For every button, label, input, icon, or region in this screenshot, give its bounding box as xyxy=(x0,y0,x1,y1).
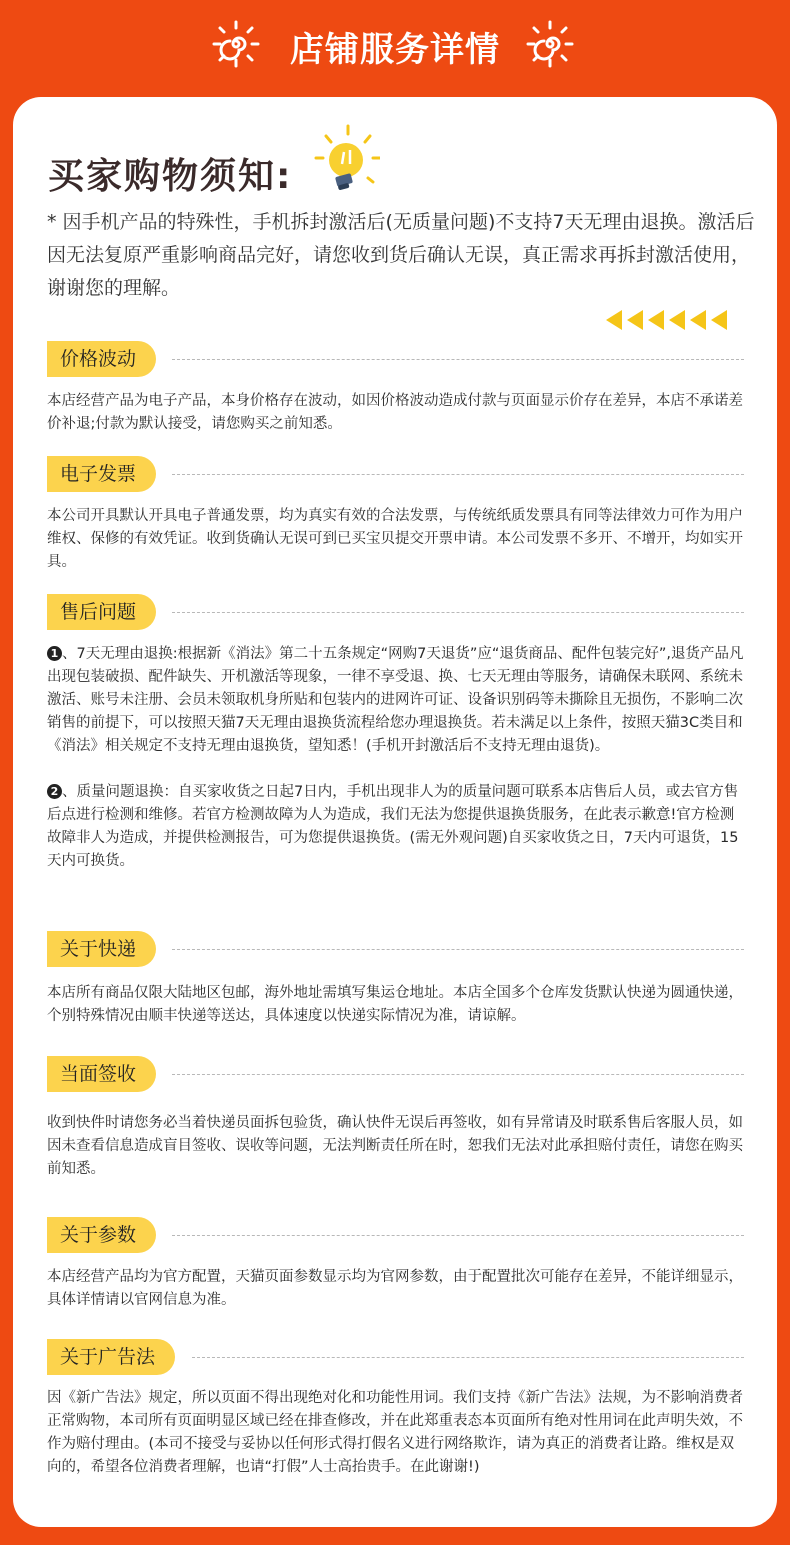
section-divider xyxy=(172,612,744,613)
section-label-after-sales: 售后问题 xyxy=(47,594,156,630)
section-divider xyxy=(172,1074,744,1075)
section-divider xyxy=(172,359,744,360)
section-divider xyxy=(172,949,744,950)
section-body-invoice: 本公司开具默认开具电子普通发票，均为真实有效的合法发票，与传统纸质发票具有同等法律效力可作为用户维权、保修的有效凭证。收到货确认无误可到已买宝贝提交开票申请。本公司发票不多开、不增开，均如实开具。 xyxy=(47,508,743,570)
section-body-params: 本店经营产品均为官方配置，天猫页面参数显示均为官网参数，由于配置批次可能存在差异，不能详细显示，具体详情请以官网信息为准。 xyxy=(47,1269,743,1308)
section-label-price: 价格波动 xyxy=(47,341,156,377)
number-badge: 1 xyxy=(47,646,62,661)
header-banner xyxy=(0,0,790,95)
section-label-sign: 当面签收 xyxy=(47,1056,156,1092)
buyer-notice-text: * 因手机产品的特殊性，手机拆封激活后(无质量问题)不支持7天无理由退换。激活后因无法复原严重影响商品完好，请您收到货后确认无误，真正需求再拆封激活使用，谢谢您的理解。 xyxy=(47,211,755,299)
section-body-price: 本店经营产品为电子产品，本身价格存在波动，如因价格波动造成付款与页面显示价存在差异，本店不承诺差价补退;付款为默认接受，请您购买之前知悉。 xyxy=(47,393,743,432)
number-badge: 2 xyxy=(47,784,62,799)
sun-swirl-icon xyxy=(526,20,574,68)
arrow-left-decoration-icon xyxy=(606,308,736,332)
section-label-params: 关于参数 xyxy=(47,1217,156,1253)
section-label-ad-law: 关于广告法 xyxy=(47,1339,175,1375)
page-title: 店铺服务详情 xyxy=(290,30,500,70)
lightbulb-icon xyxy=(310,124,380,196)
section-divider xyxy=(172,1235,744,1236)
section-body-after-sales xyxy=(47,643,747,873)
section-body-delivery: 本店所有商品仅限大陆地区包邮，海外地址需填写集运仓地址。本店全国多个仓库发货默认快递为圆通快递，个别特殊情况由顺丰快递等送达，具体速度以快递实际情况为准，请谅解。 xyxy=(47,985,743,1024)
buyer-notice-title: 买家购物须知: xyxy=(48,156,293,197)
section-divider xyxy=(172,474,744,475)
section-body-sign: 收到快件时请您务必当着快递员面拆包验货，确认快件无误后再签收，如有异常请及时联系售后客服人员，如因未查看信息造成盲目签收、误收等问题，无法判断责任所在时，恕我们无法对此承担赔付责任，请您在购买前知悉。 xyxy=(47,1115,743,1177)
section-divider xyxy=(192,1357,744,1358)
section-body-ad-law: 因《新广告法》规定，所以页面不得出现绝对化和功能性用词。我们支持《新广告法》法规，为不影响消费者正常购物，本司所有页面明显区域已经在排查修改，并在此郑重表态本页面所有绝对性用词在此声明失效，不作为赔付理由。(本司不接受与妥协以任何形式得打假名义进行网络欺诈，请为真正的消费者让路。维权是双向的，希望各位消费者理解，也请“打假”人士高抬贵手。在此谢谢!) xyxy=(47,1390,743,1475)
section-label-invoice: 电子发票 xyxy=(47,456,156,492)
after-sales-paragraph-1: 1 、7天无理由退换:根据新《消法》第二十五条规定“网购7天退货”应“退货商品、配件包装完好”,退货产品凡出现包装破损、配件缺失、开机激活等现象，一律不享受退、换、七天无理由等服务，请确保未联网、系统未激活、账号未注册、会员未领取机身所贴和包装内的进网许可证、设备识别码等未撕除且无损伤，不影响二次销售的前提下，可以按照天猫7天无理由退换货流程给您办理退换货。若未满足以上条件，按照天猫3C类目和《消法》相关规定不支持无理由退换货，望知悉！(手机开封激活后不支持无理由退货)。 xyxy=(47,646,744,754)
section-label-delivery: 关于快递 xyxy=(47,931,156,967)
after-sales-paragraph-2: 2 、质量问题退换：自买家收货之日起7日内，手机出现非人为的质量问题可联系本店售后人员，或去官方售后点进行检测和维修。若官方检测故障为人为造成，我们无法为您提供退换货服务，在此表示歉意!官方检测故障非人为造成，并提供检测报告，可为您提供退换货。(需无外观问题)自买家收货之日，7天内可退货，15天内可换货。 xyxy=(47,784,739,869)
